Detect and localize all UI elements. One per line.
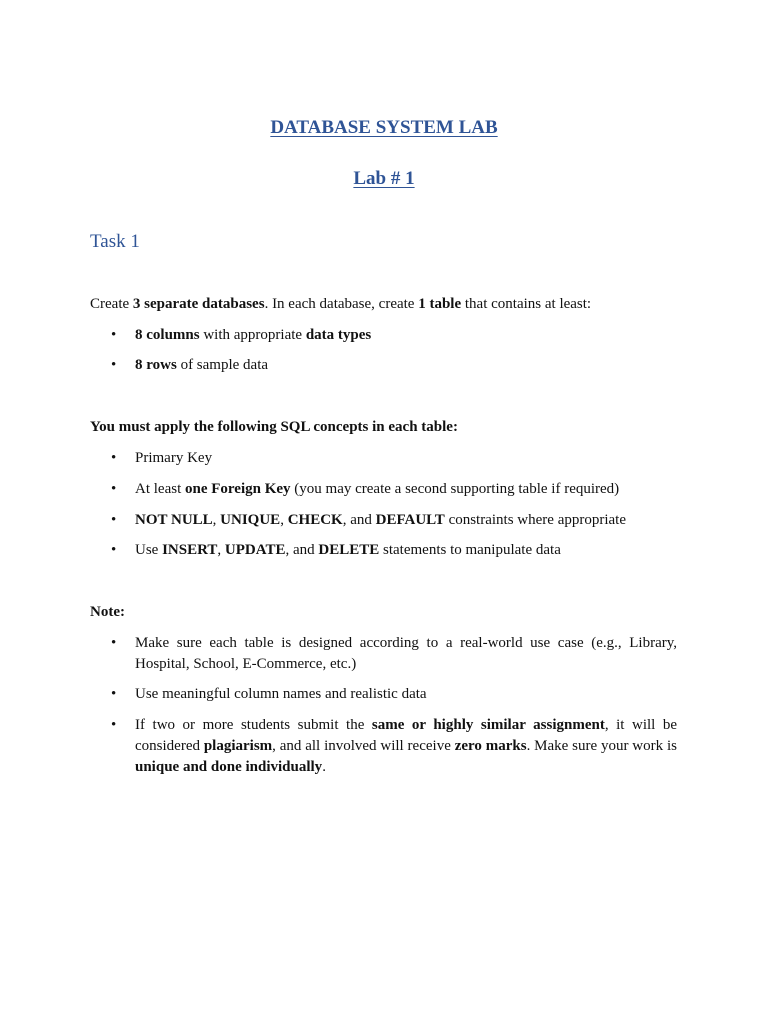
sql-concepts-list — [90, 448, 677, 561]
requirements-list — [90, 325, 677, 376]
list-item: • 8 columns with appropriate data types — [90, 325, 677, 346]
list-item: • At least one Foreign Key (you may create a second supporting table if required) — [90, 479, 677, 500]
list-item: • Make sure each table is designed according to a real-world use case (e.g., Library, Hospital, School, E-Commerce, etc.) — [90, 633, 677, 675]
document-title: DATABASE SYSTEM LAB — [270, 117, 498, 138]
list-item: • Primary Key — [90, 448, 677, 469]
note-heading: Note: — [90, 604, 125, 620]
task-heading: Task 1 — [90, 231, 140, 252]
notes-list — [90, 633, 677, 778]
task-intro-paragraph: Create 3 separate databases. In each database, create 1 table that contains at least: — [90, 296, 592, 312]
concepts-heading: You must apply the following SQL concepts in each table: — [90, 419, 458, 435]
list-item: • If two or more students submit the same or highly similar assignment, it will be considered plagiarism, and all involved will receive zero marks. Make sure your work is unique and done individually. — [90, 715, 677, 778]
lab-number-title: Lab # 1 — [353, 168, 415, 189]
list-item: • 8 rows of sample data — [90, 355, 677, 376]
list-item: • NOT NULL, UNIQUE, CHECK, and DEFAULT constraints where appropriate — [90, 510, 677, 531]
list-item: • Use meaningful column names and realistic data — [90, 684, 677, 705]
list-item: • Use INSERT, UPDATE, and DELETE statements to manipulate data — [90, 540, 677, 561]
